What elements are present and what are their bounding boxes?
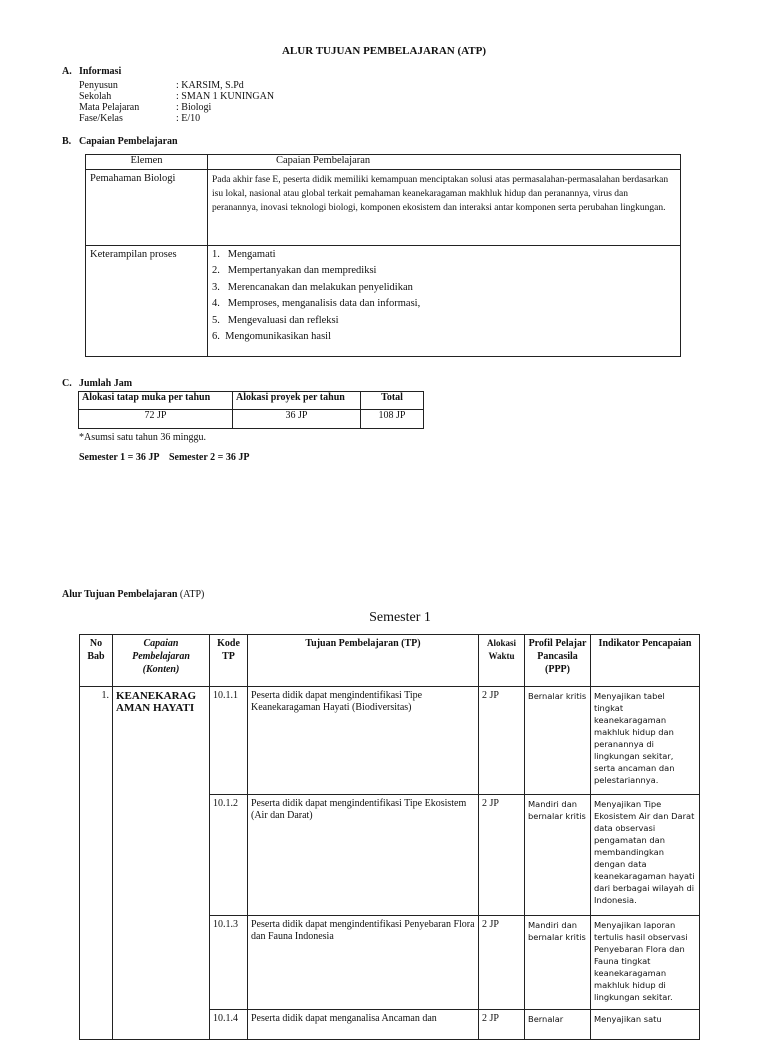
alokasi-waktu: 2 JP [479,795,525,916]
info-label: Penyusun [79,80,118,91]
value-proyek: 36 JP [233,410,361,429]
atp-title-suffix: (ATP) [177,589,205,600]
info-value: : E/10 [176,113,201,124]
elemen-cell: Pemahaman Biologi [86,170,208,246]
section-a-title: Informasi [79,66,122,77]
tujuan-pembelajaran: Peserta didik dapat mengindentifikasi Tipe Keanekaragaman Hayati (Biodiversitas) [248,687,479,795]
jumlah-jam-table [78,391,424,429]
tujuan-pembelajaran: Peserta didik dapat menganalisa Ancaman dan [248,1010,479,1040]
value-total: 108 JP [361,410,424,429]
capaian-table [85,154,681,357]
info-value: : SMAN 1 KUNINGAN [176,91,275,102]
info-row-fase [79,113,274,124]
info-row-penyusun [79,80,274,91]
info-value: : Biologi [176,102,212,113]
info-label: Sekolah [79,91,112,102]
info-row-sekolah [79,91,274,102]
kode-tp: 10.1.4 [210,1010,248,1040]
table-row [80,687,700,795]
semester-title: Semester 1 [369,610,431,625]
section-b-title: Capaian Pembelajaran [79,136,178,147]
kode-tp: 10.1.3 [210,916,248,1010]
col-elemen: Elemen [86,155,208,170]
list-item: 3. Merencanakan dan melakukan penyelidikan [212,281,413,293]
alokasi-waktu: 2 JP [479,1010,525,1040]
col-waktu: Alokasi Waktu [479,635,525,687]
col-ppp: Profil Pelajar Pancasila (PPP) [525,635,591,687]
indikator: Menyajikan Tipe Ekosistem Air dan Darat data observasi pengamatan dan membandingkan dengan data keanekaragaman hayati dari berbagai wilayah di Indonesia. [591,795,700,916]
col-konten: Capaian Pembelajaran (Konten) [113,635,210,687]
section-c-heading [62,378,132,389]
info-label: Mata Pelajaran [79,102,140,113]
profil-pelajar: Bernalar kritis [525,687,591,795]
col-proyek: Alokasi proyek per tahun [233,392,361,410]
elemen-cell: Keterampilan proses [86,246,208,357]
tujuan-pembelajaran: Peserta didik dapat mengindentifikasi Tipe Ekosistem (Air dan Darat) [248,795,479,916]
section-a-heading [62,66,121,77]
tujuan-pembelajaran: Peserta didik dapat mengindentifikasi Penyebaran Flora dan Fauna Indonesia [248,916,479,1010]
section-a-number: A. [62,66,72,77]
col-total: Total [361,392,424,410]
asumsi-note: *Asumsi satu tahun 36 minggu. [79,432,206,443]
atp-title-prefix: Alur Tujuan Pembelajaran [62,589,178,600]
atp-table [79,634,700,1040]
col-indikator: Indikator Pencapaian [591,635,700,687]
info-fields [79,80,274,124]
capaian-desc: Pada akhir fase E, peserta didik memiliki kemampuan menciptakan solusi atas permasalahan-permasalahan berdasarkan isu lokal, nasional atau global terkait pemahaman keanekaragaman makhluk hidup dan peranannya, virus dan peranannya, inovasi teknologi biologi, komponen ekosistem dan interaksi antar komponen serta perubahan lingkungan. [208,170,681,246]
alokasi-waktu: 2 JP [479,687,525,795]
info-label: Fase/Kelas [79,113,123,124]
kode-tp: 10.1.1 [210,687,248,795]
col-kode: Kode TP [210,635,248,687]
bab-konten: KEANEKARAG AMAN HAYATI [113,687,210,1040]
atp-title [62,589,204,600]
list-item: 2. Mempertanyakan dan memprediksi [212,265,377,277]
col-tatap-muka: Alokasi tatap muka per tahun [79,392,233,410]
keterampilan-list [208,246,681,357]
info-value: : KARSIM, S.Pd [176,80,244,91]
col-no-bab: No Bab [80,635,113,687]
indikator: Menyajikan laporan tertulis hasil observasi Penyebaran Flora dan Fauna tingkat keanekaragaman makhluk hidup di lingkungan sekitar. [591,916,700,1010]
info-row-mapel [79,102,274,113]
section-c-title: Jumlah Jam [79,378,133,389]
section-c-number: C. [62,378,72,389]
kode-tp: 10.1.2 [210,795,248,916]
semester-jp: Semester 1 = 36 JP Semester 2 = 36 JP [79,452,250,463]
profil-pelajar: Mandiri dan bernalar kritis [525,916,591,1010]
document-title: ALUR TUJUAN PEMBELAJARAN (ATP) [281,45,486,57]
col-tp: Tujuan Pembelajaran (TP) [248,635,479,687]
indikator: Menyajikan tabel tingkat keanekaragaman makhluk hidup dan peranannya di lingkungan sekitar, serta ancaman dan pelestariannya. [591,687,700,795]
value-tatap-muka: 72 JP [79,410,233,429]
profil-pelajar: Bernalar [525,1010,591,1040]
list-item: 1. Mengamati [212,249,276,260]
alokasi-waktu: 2 JP [479,916,525,1010]
section-b-heading [62,136,178,147]
list-item: 4. Memproses, menganalisis data dan informasi, [212,298,421,310]
bab-number: 1. [80,687,113,1040]
list-item: 6. Mengomunikasikan hasil [212,331,331,343]
section-b-number: B. [62,136,72,147]
profil-pelajar: Mandiri dan bernalar kritis [525,795,591,916]
indikator: Menyajikan satu [591,1010,700,1040]
col-capaian: Capaian Pembelajaran [208,155,681,170]
list-item: 5. Mengevaluasi dan refleksi [212,314,339,326]
